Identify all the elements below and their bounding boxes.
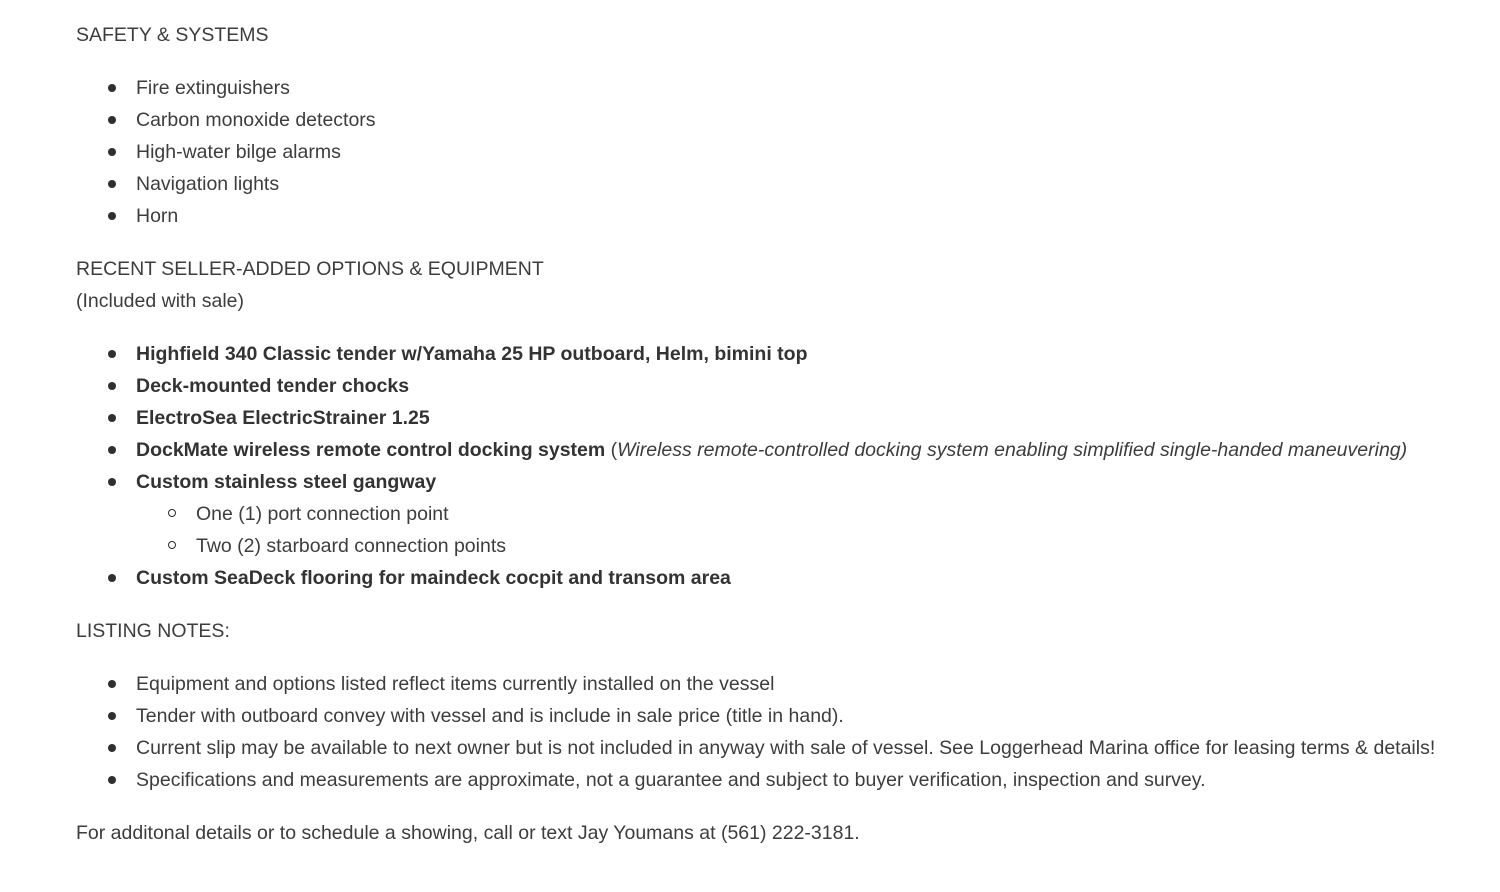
list-item: Fire extinguishers xyxy=(76,72,1476,104)
bullet-icon xyxy=(108,478,116,486)
safety-list xyxy=(76,72,1476,232)
bullet-icon xyxy=(108,680,116,688)
bullet-icon xyxy=(108,148,116,156)
options-list xyxy=(76,338,1476,594)
list-item: Custom stainless steel gangway One (1) port connection point Two (2) starboard connection points xyxy=(76,466,1476,562)
notes-list xyxy=(76,668,1476,796)
bullet-icon xyxy=(108,776,116,784)
list-item: DockMate wireless remote control docking system (Wireless remote-controlled docking system enabling simplified single-handed maneuvering) xyxy=(76,434,1476,466)
safety-heading: SAFETY & SYSTEMS xyxy=(76,24,269,46)
list-item: Deck-mounted tender chocks xyxy=(76,370,1476,402)
list-item: Tender with outboard convey with vessel and is include in sale price (title in hand). xyxy=(76,700,1476,732)
bullet-icon xyxy=(108,116,116,124)
bullet-icon xyxy=(108,712,116,720)
bullet-icon xyxy=(108,382,116,390)
circle-bullet-icon xyxy=(168,541,176,549)
options-heading: RECENT SELLER-ADDED OPTIONS & EQUIPMENT xyxy=(76,258,544,280)
bullet-icon xyxy=(108,212,116,220)
bullet-icon xyxy=(108,350,116,358)
list-item: High-water bilge alarms xyxy=(76,136,1476,168)
circle-bullet-icon xyxy=(168,509,176,517)
list-item: Highfield 340 Classic tender w/Yamaha 25 HP outboard, Helm, bimini top xyxy=(76,338,1476,370)
contact-line: For additonal details or to schedule a showing, call or text Jay Youmans at (561) 222-3181. xyxy=(76,822,860,844)
sub-list-item: One (1) port connection point xyxy=(136,498,1476,530)
bullet-icon xyxy=(108,446,116,454)
bullet-icon xyxy=(108,180,116,188)
list-item: Current slip may be available to next owner but is not included in anyway with sale of vessel. See Loggerhead Marina office for leasing terms & details! xyxy=(76,732,1476,764)
list-item: Carbon monoxide detectors xyxy=(76,104,1476,136)
list-item: Navigation lights xyxy=(76,168,1476,200)
notes-heading: LISTING NOTES: xyxy=(76,620,230,642)
bullet-icon xyxy=(108,744,116,752)
list-item: Custom SeaDeck flooring for maindeck cocpit and transom area xyxy=(76,562,1476,594)
list-item: ElectroSea ElectricStrainer 1.25 xyxy=(76,402,1476,434)
bullet-icon xyxy=(108,84,116,92)
sub-list-item: Two (2) starboard connection points xyxy=(136,530,1476,562)
list-item: Specifications and measurements are approximate, not a guarantee and subject to buyer verification, inspection and survey. xyxy=(76,764,1476,796)
gangway-sublist xyxy=(136,498,1476,562)
list-item: Horn xyxy=(76,200,1476,232)
list-item: Equipment and options listed reflect items currently installed on the vessel xyxy=(76,668,1476,700)
listing-description xyxy=(76,19,1476,849)
bullet-icon xyxy=(108,414,116,422)
options-subheading: (Included with sale) xyxy=(76,290,244,312)
bullet-icon xyxy=(108,574,116,582)
